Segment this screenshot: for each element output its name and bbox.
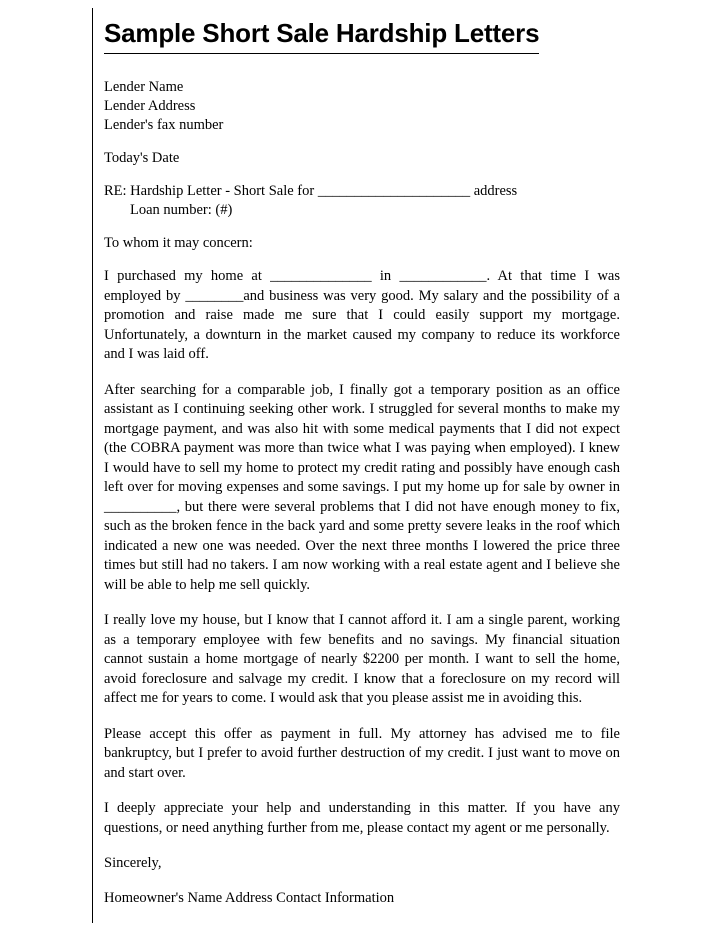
lender-block bbox=[104, 78, 620, 135]
title-container bbox=[104, 18, 620, 56]
page-title: Sample Short Sale Hardship Letters bbox=[104, 18, 539, 54]
document-content bbox=[104, 18, 620, 908]
body-paragraph-4: Please accept this offer as payment in full. My attorney has advised me to file bankruptcy, but I prefer to avoid further destruction of my credit. I just want to move on and start over. bbox=[104, 725, 620, 781]
salutation-block bbox=[104, 234, 620, 253]
date-block bbox=[104, 149, 620, 168]
salutation: To whom it may concern: bbox=[104, 235, 253, 251]
body-paragraph-3: I really love my house, but I know that I cannot afford it. I am a single parent, working as a temporary employee with few benefits and no savings. My financial situation cannot sustain a home mortgage of nearly $2200 per month. I want to sell the home, avoid foreclosure and salvage my credit. I know that a foreclosure on my record will affect me for years to come. I would ask that you please assist me in avoiding this. bbox=[104, 612, 620, 706]
homeowner-address: Address bbox=[225, 890, 273, 906]
lender-name: Lender Name bbox=[104, 79, 184, 95]
body-paragraph-1: I purchased my home at ______________ in ____________. At that time I was employed by ________and business was very good. My salary and the possibility of a promotion and raise made me sure that I could easily support my mortgage. Unfortunately, a downturn in the market caused my company to reduce its workforce and I was laid off. bbox=[104, 268, 620, 362]
signature-block bbox=[104, 889, 620, 908]
subject-block bbox=[104, 182, 620, 220]
lender-fax-number: Lender's fax number bbox=[104, 117, 224, 133]
closing-line: Sincerely, bbox=[104, 855, 162, 871]
homeowner-contact-information: Contact Information bbox=[276, 890, 395, 906]
loan-number-line: Loan number: (#) bbox=[130, 202, 233, 218]
homeowner-name: Homeowner's Name bbox=[104, 890, 223, 906]
body-paragraph-2: After searching for a comparable job, I finally got a temporary position as an office assistant as I continuing seeking other work. I struggled for several months to make my mortgage payment, and was also hit with some medical payments that I did not expect (the COBRA payment was more than twice what I was paying when employed). I knew I would have to sell my home to protect my credit rating and possibly have enough cash left over for moving expenses and some savings. I put my home up for sale by owner in __________, but there were several problems that I did not have enough money to fix, such as the broken fence in the back yard and some pretty severe leaks in the roof which indicated a new one was needed. Over the next three months I lowered the price three times but still had no takers. I am now working with a real estate agent and I believe she will be able to help me sell quickly. bbox=[104, 381, 620, 593]
page-left-rule bbox=[92, 8, 93, 923]
date-line: Today's Date bbox=[104, 150, 180, 166]
body-paragraph-5: I deeply appreciate your help and understanding in this matter. If you have any questions, or need anything further from me, please contact my agent or me personally. bbox=[104, 800, 620, 836]
lender-address: Lender Address bbox=[104, 98, 196, 114]
re-line: RE: Hardship Letter - Short Sale for _____________________ address bbox=[104, 183, 518, 199]
